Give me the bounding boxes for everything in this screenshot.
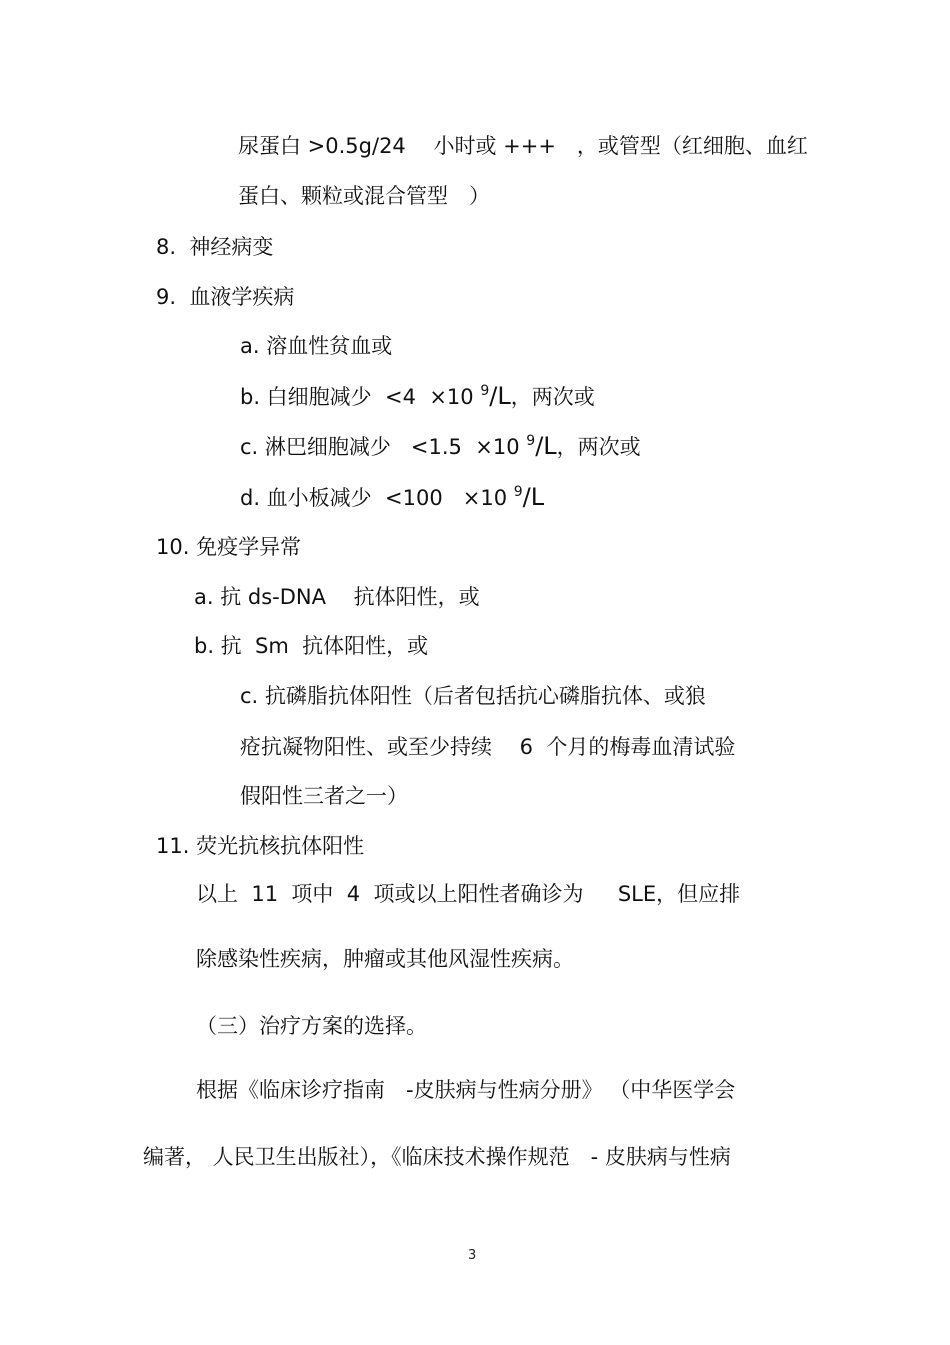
exponent: 9 [526, 433, 536, 449]
sub-item-9b-text: b. 白细胞减少 <4 ×10 [240, 385, 481, 409]
paragraph-reference: 根据《临床诊疗指南 -皮肤病与性病分册》 （中华医学会 [196, 1078, 736, 1102]
text-line-1: 尿蛋白 >0.5g/24 小时或 +++ ，或管型（红细胞、血红 [238, 134, 808, 158]
sub-item-10b: b. 抗 Sm 抗体阳性，或 [194, 634, 429, 658]
sub-item-9a: a. 溶血性贫血或 [240, 334, 393, 358]
sub-item-10c-cont-2: 假阳性三者之一） [240, 784, 408, 808]
paragraph-reference-cont: 编著， 人民卫生出版社），《临床技术操作规范 - 皮肤病与性病 [143, 1145, 731, 1169]
sub-item-10c: c. 抗磷脂抗体阳性（后者包括抗心磷脂抗体、或狼 [240, 684, 706, 708]
list-item-8: 8. 神经病变 [156, 235, 274, 259]
exponent: 9 [513, 484, 523, 500]
unit: /L [522, 483, 545, 511]
sub-item-9b-suffix: ，两次或 [510, 385, 595, 409]
sub-item-10c-cont-1: 疮抗凝物阳性、或至少持续 6 个月的梅毒血清试验 [240, 735, 736, 759]
unit: /L [489, 382, 511, 410]
sub-item-9d [240, 483, 544, 515]
sub-item-9d-text: d. 血小板减少 <100 ×10 [240, 486, 514, 510]
sub-item-9b [240, 382, 595, 414]
sub-item-10a: a. 抗 ds-DNA 抗体阳性，或 [194, 585, 480, 609]
paragraph-diagnosis: 以上 11 项中 4 项或以上阳性者确诊为 SLE，但应排 [196, 882, 741, 906]
sub-item-9c-text: c. 淋巴细胞减少 <1.5 ×10 [240, 435, 527, 459]
paragraph-diagnosis-cont: 除感染性疾病，肿瘤或其他风湿性疾病。 [196, 947, 574, 971]
unit: /L [535, 432, 557, 460]
list-item-11: 11. 荧光抗核抗体阳性 [156, 834, 365, 858]
list-item-10: 10. 免疫学异常 [156, 535, 302, 559]
page-number: 3 [468, 1248, 477, 1263]
list-item-9: 9. 血液学疾病 [156, 285, 295, 309]
exponent: 9 [480, 383, 490, 399]
text-line-2: 蛋白、颗粒或混合管型 ） [238, 184, 490, 208]
sub-item-9c-suffix: ，两次或 [556, 435, 641, 459]
section-heading: （三）治疗方案的选择。 [196, 1014, 427, 1038]
sub-item-9c [240, 432, 641, 464]
